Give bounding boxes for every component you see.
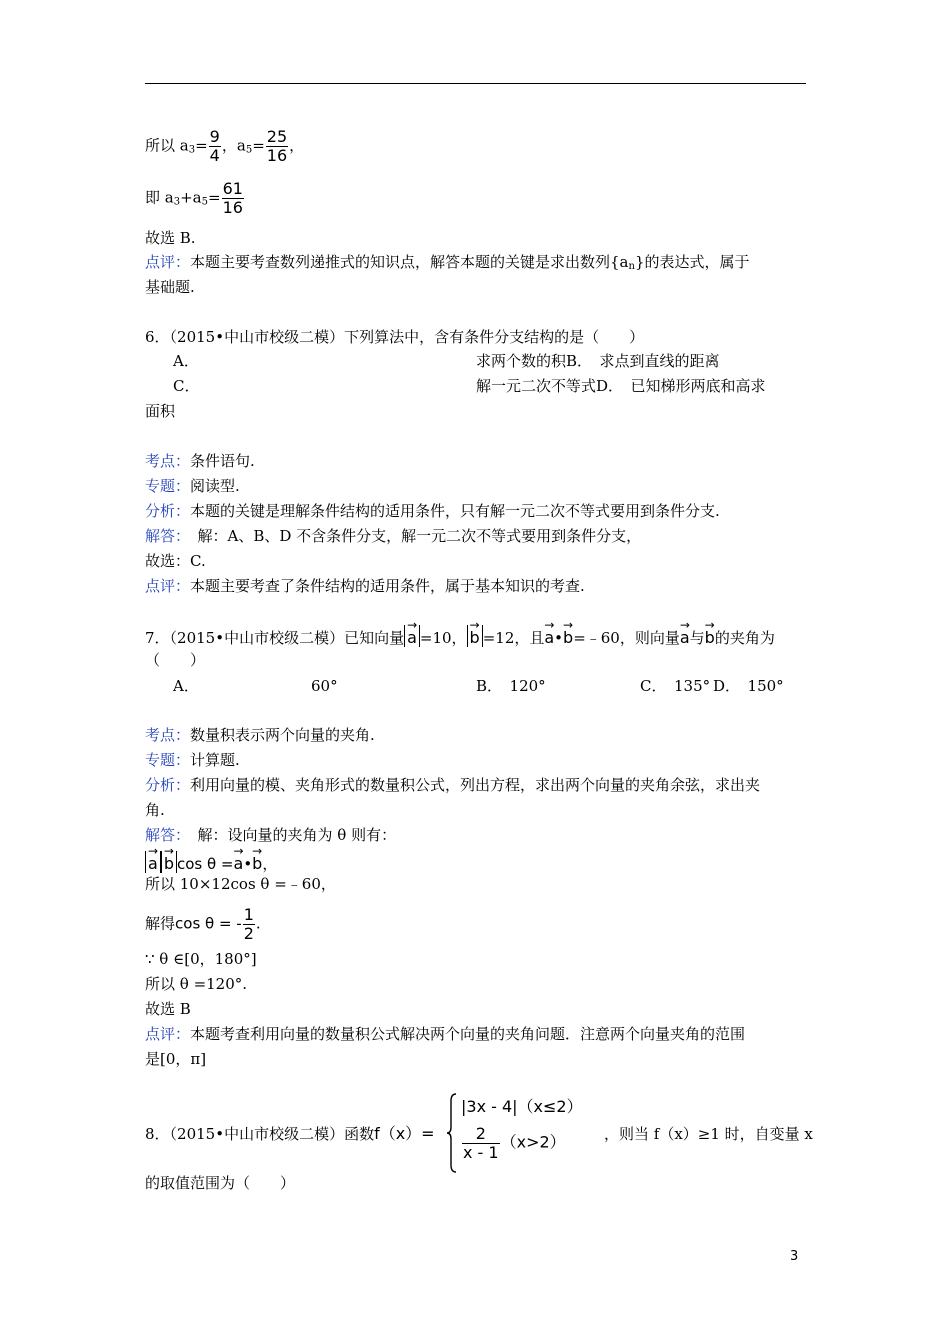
fraction-1-2: $\frac{1}{2}$ xyxy=(243,905,254,943)
q7-option-b: B． 120° xyxy=(476,677,546,695)
q7-line-result: 所以 θ =120°. xyxy=(145,975,248,993)
q6-option-a-label: A． xyxy=(173,352,199,370)
q7-option-a: 60° xyxy=(311,677,338,695)
q7-option-a-label: A． xyxy=(173,677,199,695)
q7-answer: 故选 B xyxy=(145,1000,191,1018)
q7-equation-cos: → a→ b cos θ =→ a•→ b， xyxy=(145,850,277,874)
q6-fenxi: 分析：本题的关键是理解条件结构的适用条件，只有解一元二次不等式要用到条件分支. xyxy=(145,502,720,520)
q7-line-range: ∵ θ ∈[0，180°] xyxy=(145,950,257,968)
q6-option-c-label: C． xyxy=(173,377,200,395)
q5-line-a3-a5: 所以 $a_3=$ $\frac{9}{4}$ ，$a_5=$ $\frac{25}{16}$ ， xyxy=(145,127,305,165)
q6-kaodian: 考点：条件语句. xyxy=(145,452,255,470)
q6-option-c-d: 解一元二次不等式D． 已知梯形两底和高求 xyxy=(476,377,766,395)
q5-answer: 故选 B. xyxy=(145,229,196,247)
q7-fenxi: 分析：利用向量的模、夹角形式的数量积公式，列出方程，求出两个向量的夹角余弦，求出夹 xyxy=(145,776,761,794)
q7-jieda: 解答： 解：设向量的夹角为 θ 则有： xyxy=(145,826,397,844)
q6-jieda: 解答： 解：A、B、D 不含条件分支，解一元二次不等式要用到条件分支， xyxy=(145,527,642,545)
q5-review: 点评：本题主要考查数列递推式的知识点，解答本题的关键是求出数列$\{a_n\}$的表达式，属于 xyxy=(145,253,750,272)
q7-review: 点评：本题考查利用向量的数量积公式解决两个向量的夹角问题．注意两个向量夹角的范围 xyxy=(145,1025,746,1043)
q7-stem-paren: （ ） xyxy=(145,651,206,669)
vector-b: → b xyxy=(470,625,480,647)
q7-fenxi-cont: 角. xyxy=(145,801,165,819)
q7-zhuanti: 专题：计算题. xyxy=(145,751,240,769)
fraction-25-16: $\frac{25}{16}$ xyxy=(266,127,288,165)
q6-review: 点评：本题主要考查了条件结构的适用条件，属于基本知识的考查. xyxy=(145,577,585,595)
piecewise-brace xyxy=(447,1093,457,1173)
q6-option-a-b: 求两个数的积B． 求点到直线的距离 xyxy=(476,352,720,370)
q6-stem: 6．（2015•中山市校级二模）下列算法中，含有条件分支结构的是（ ） xyxy=(145,328,645,346)
fraction-9-4: $\frac{9}{4}$ xyxy=(209,127,220,165)
q6-option-d-cont: 面积 xyxy=(145,402,176,420)
q6-answer: 故选：C. xyxy=(145,552,206,570)
q7-option-c: C． 135° xyxy=(640,677,711,695)
q7-line-solve: 解得cos θ = - $\frac{1}{2}$ . xyxy=(145,905,261,943)
q6-zhuanti: 专题：阅读型. xyxy=(145,477,240,495)
fraction-61-16: $\frac{61}{16}$ xyxy=(222,179,243,217)
q7-option-d: D． 150° xyxy=(713,677,784,695)
fraction-2-over-x-minus-1: $\frac{2}{x - 1}$ xyxy=(463,1124,499,1162)
vector-a: → a xyxy=(407,625,417,647)
q8-stem-pre: 8．（2015•中山市校级二模）函数f（x）= xyxy=(145,1124,435,1143)
q8-case-1: |3x - 4|（x≤2） xyxy=(461,1097,583,1116)
q5-review-cont: 基础题. xyxy=(145,278,195,296)
q7-review-cont: 是[0，π] xyxy=(145,1050,207,1068)
q7-kaodian: 考点：数量积表示两个向量的夹角. xyxy=(145,726,375,744)
q8-stem-post: ，则当 f（x）≥1 时，自变量 x xyxy=(604,1125,813,1143)
q8-stem-cont: 的取值范围为（ ） xyxy=(145,1174,296,1192)
q7-stem: 7．（2015•中山市校级二模）已知向量→ a =10，→ b =12，且→ a•→ b=﹣60，则向量→ a与→ b的夹角为 xyxy=(145,624,775,648)
q8-case-2: $\frac{2}{x - 1}$ （x>2） xyxy=(463,1124,566,1162)
q7-line-so: 所以 10×12cos θ =﹣60， xyxy=(145,875,336,893)
q5-line-sum: 即 $a_3+a_5=$ $\frac{61}{16}$ xyxy=(145,179,243,217)
review-label: 点评： xyxy=(145,253,191,271)
page-number: 3 xyxy=(790,1249,799,1264)
header-rule xyxy=(145,83,806,84)
